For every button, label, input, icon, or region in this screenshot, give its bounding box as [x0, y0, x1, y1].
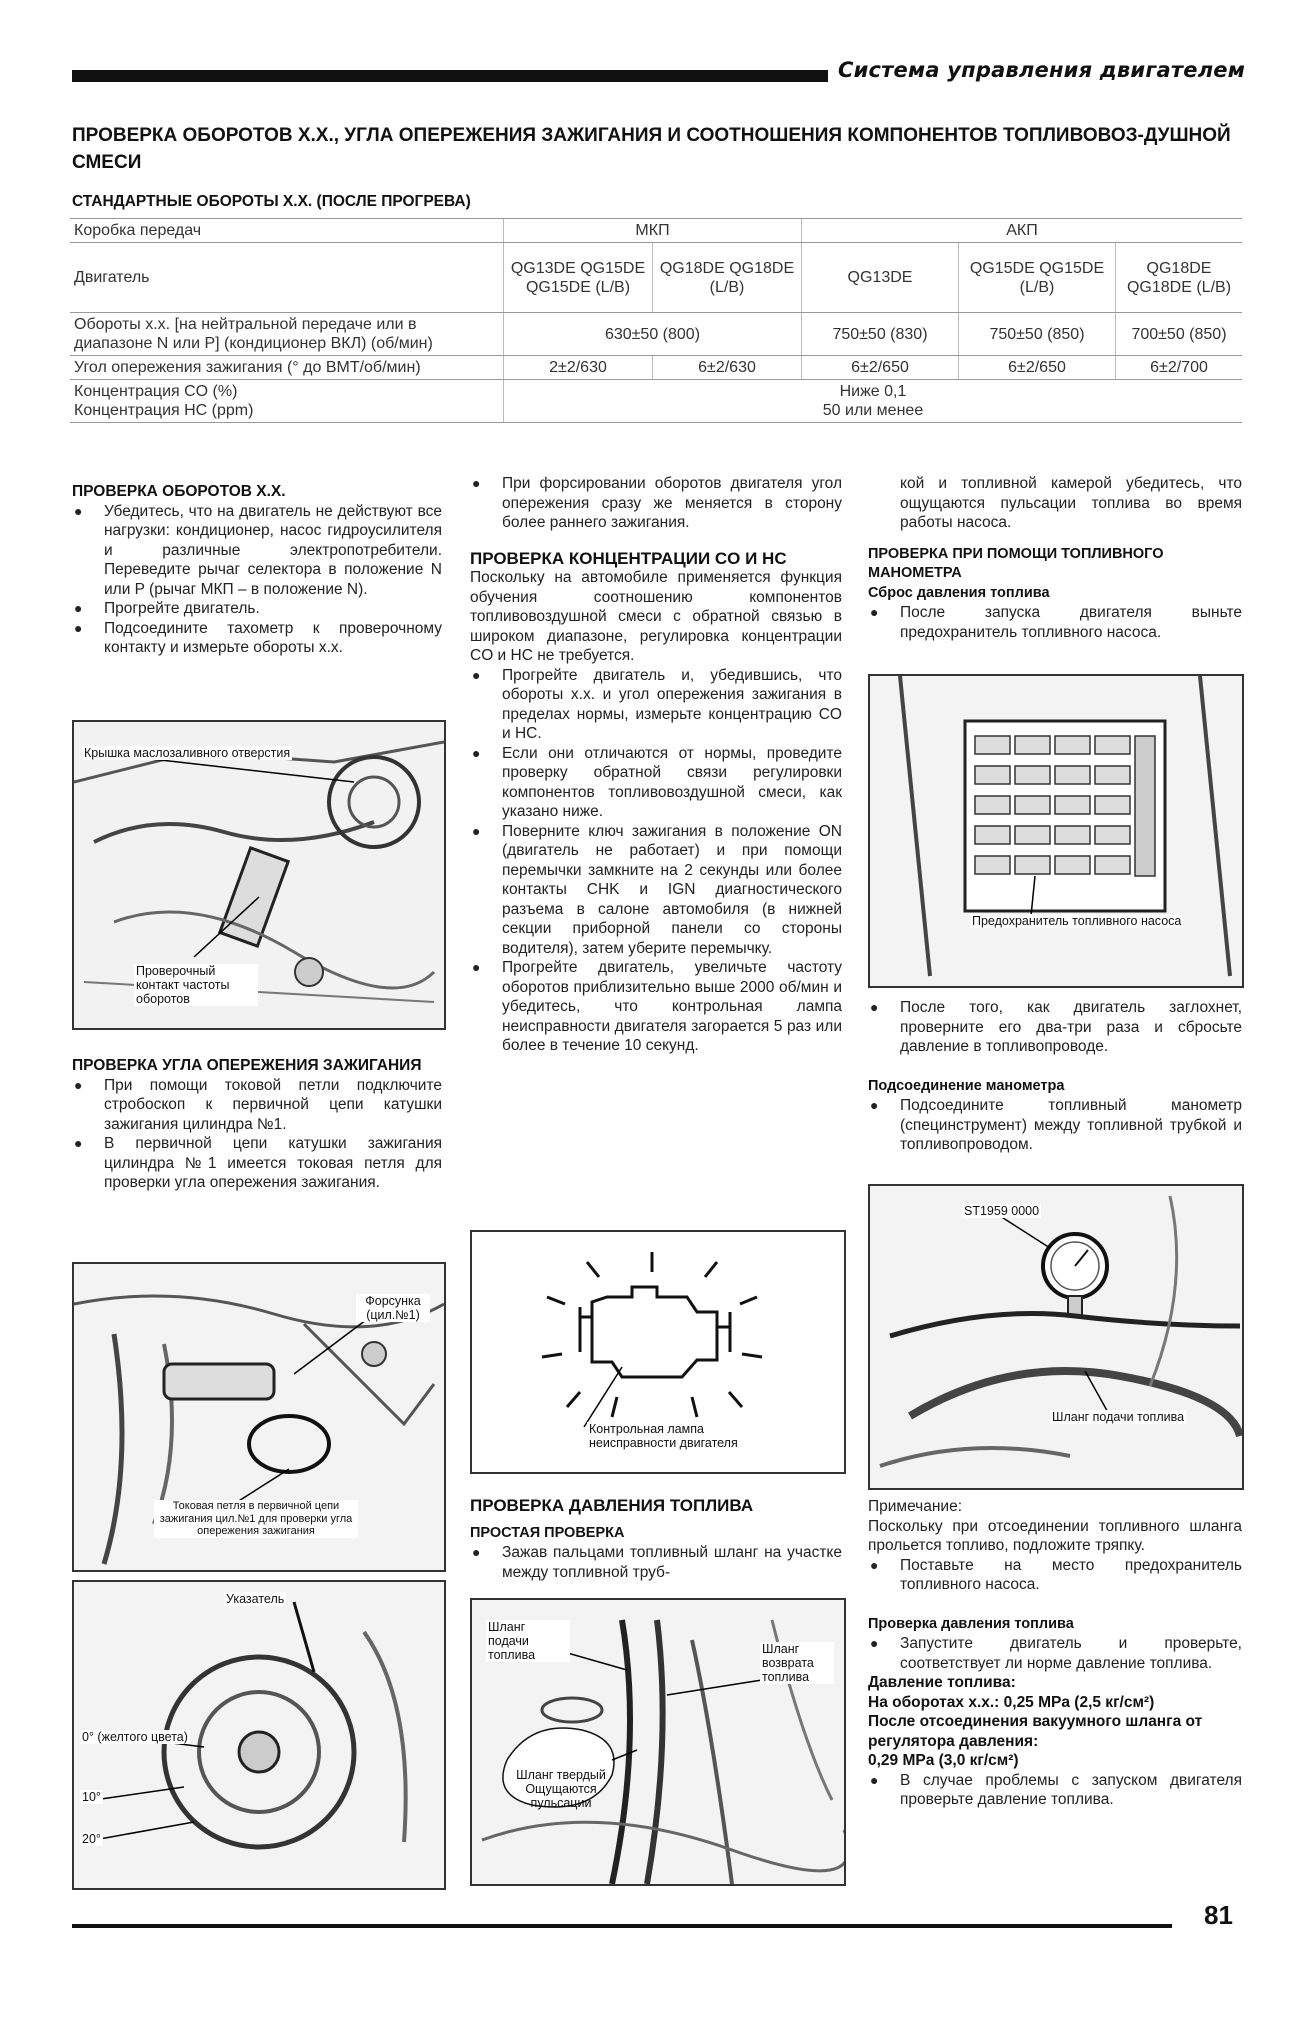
table-title: СТАНДАРТНЫЕ ОБОРОТЫ Х.Х. (ПОСЛЕ ПРОГРЕВА) [72, 193, 471, 210]
subheading-gauge: Подсоединение манометра [868, 1077, 1065, 1094]
list-item: ● Прогрейте двигатель и, убедившись, что обороты х.х. и угол опережения зажигания в пределах нормы, измерьте концентрацию CO и HC. [470, 666, 842, 744]
heading-fuel-pressure: ПРОВЕРКА ДАВЛЕНИЯ ТОПЛИВА [470, 1496, 754, 1515]
list-item: ● Подсоедините топливный манометр (специнструмент) между топливной трубкой и топливопроводом. [868, 1096, 1242, 1155]
column-3 [868, 474, 1242, 642]
mkp-header: МКП [504, 219, 802, 243]
column-1b [72, 1048, 442, 1193]
table-row [70, 356, 1242, 380]
ign-cell: 2±2/630 [504, 356, 653, 380]
figure-check-lamp [470, 1230, 846, 1474]
idle-akp: 750±50 (830) [802, 313, 959, 356]
list-item: ● При помощи токовой петли подключите стробоскоп к первичной цепи катушки зажигания цилиндра №1. [72, 1076, 442, 1135]
fuel-gauge-photo [870, 1186, 1242, 1488]
section-title: Система управления двигателем [838, 58, 1246, 82]
engine-cell: QG15DE QG15DE (L/B) [959, 243, 1116, 313]
ign-cell: 6±2/700 [1116, 356, 1243, 380]
list-item: ● Убедитесь, что на двигатель не действуют все нагрузки: кондиционер, насос гидроусилителя и различные электропотребители. Переведите рычаг селектора в положение N или P (рычаг МКП – в положение N). [72, 502, 442, 600]
engine-cell: QG18DE QG18DE (L/B) [1116, 243, 1243, 313]
co-value: Ниже 0,1 [839, 383, 907, 400]
fig-label: Шланг подачи топлива [1052, 1410, 1185, 1424]
column-1 [72, 474, 442, 658]
list-item: ● После запуска двигателя выньте предохранитель топливного насоса. [868, 603, 1242, 642]
engine-cell: QG13DE QG15DE QG15DE (L/B) [504, 243, 653, 313]
fig-label: 10° [82, 1790, 101, 1804]
paragraph: Поскольку на автомобиле применяется функция обучения соотношению компонентов топливовоздушной смеси с обратной связью в широком диапазоне, регулировка концентрации CO и HC не требуется. [470, 569, 842, 664]
list-item: ● Поверните ключ зажигания в положение ON (двигатель не работает) и при помощи перемычки замкните на 2 секунды или более контакты CHK и IGN диагностического разъема в салоне автомобиля (в нижней секции приборной панели со стороны водителя), затем уберите перемычку. [470, 822, 842, 959]
fig-label: Токовая петля в первичной цепи зажигания цил.№1 для проверки угла опережения зажигания [154, 1500, 358, 1538]
table-row [70, 243, 1242, 313]
idle-akp: 750±50 (850) [959, 313, 1116, 356]
idle-akp: 700±50 (850) [1116, 313, 1243, 356]
list-item: ● В случае проблемы с запуском двигателя проверьте давление топлива. [868, 1771, 1242, 1810]
heading-ignition: ПРОВЕРКА УГЛА ОПЕРЕЖЕНИЯ ЗАЖИГАНИЯ [72, 1057, 422, 1074]
spec-table [70, 218, 1242, 423]
page-title: ПРОВЕРКА ОБОРОТОВ Х.Х., УГЛА ОПЕРЕЖЕНИЯ ЗАЖИГАНИЯ И СООТНОШЕНИЯ КОМПОНЕНТОВ ТОПЛИВОВОЗ-ДУШНОЙ СМЕСИ [72, 125, 1231, 173]
figure-timing-marks [72, 1580, 446, 1890]
subheading-release: Сброс давления топлива [868, 584, 1050, 601]
heading-gauge-check: ПРОВЕРКА ПРИ ПОМОЩИ ТОПЛИВНОГО МАНОМЕТРА [868, 545, 1164, 581]
list-item: ● При форсировании оборотов двигателя угол опережения сразу же меняется в сторону более раннего зажигания. [470, 474, 842, 533]
fig-label: Шланг подачи топлива [486, 1620, 570, 1662]
footer-bar [72, 1924, 1172, 1928]
pressure-vacuum-value: 0,29 MPa (3,0 кг/см²) [868, 1752, 1019, 1769]
fig-label: Контрольная лампа неисправности двигателя [587, 1422, 761, 1450]
column-3c [868, 1497, 1242, 1810]
figure-fuel-hoses [470, 1598, 846, 1886]
idle-mkp: 630±50 (800) [504, 313, 802, 356]
page-number: 81 [1204, 1900, 1233, 1930]
hc-value: 50 или менее [822, 402, 924, 419]
list-item: ● Прогрейте двигатель. [72, 599, 442, 619]
idle-label: Обороты х.х. [на нейтральной передаче или в диапазоне N или P] (кондиционер ВКЛ) (об/мин) [70, 313, 504, 356]
list-item: ● Прогрейте двигатель, увеличьте частоту оборотов приблизительно выше 2000 об/мин и убедитесь, что контрольная лампа неисправности двигателя загорается 5 раз или более в течение 10 секунд. [470, 958, 842, 1056]
fig-label: Крышка маслозаливного отверстия [84, 746, 291, 760]
ign-cell: 6±2/650 [959, 356, 1116, 380]
heading-co-hc: ПРОВЕРКА КОНЦЕНТРАЦИИ CO И HC [470, 548, 787, 568]
table-row [70, 219, 1242, 243]
fig-label: Предохранитель топливного насоса [972, 914, 1182, 928]
ign-label: Угол опережения зажигания (° до ВМТ/об/мин) [70, 356, 504, 380]
fig-label: Проверочный контакт частоты оборотов [134, 964, 258, 1006]
table-row [70, 313, 1242, 356]
gear-label: Коробка передач [70, 219, 504, 243]
akp-header: АКП [802, 219, 1243, 243]
heading-idle: ПРОВЕРКА ОБОРОТОВ Х.Х. [72, 483, 286, 500]
list-item: ● После того, как двигатель заглохнет, проверните его два-три раза и сбросьте давление в топливопроводе. [868, 998, 1242, 1057]
list-item: ● Если они отличаются от нормы, проведите проверку обратной связи регулировки компонентов топливовоздушной смеси, как указано ниже. [470, 744, 842, 822]
figure-oil-cap [72, 720, 446, 1030]
figure-fuel-gauge [868, 1184, 1244, 1490]
engine-cell: QG13DE [802, 243, 959, 313]
note-label: Примечание: [868, 1498, 963, 1515]
fig-label: ST1959 0000 [964, 1204, 1040, 1218]
column-3b [868, 998, 1242, 1155]
pressure-label: Давление топлива: [868, 1674, 1016, 1691]
co-hc-labels [70, 380, 504, 423]
heading-simple-check: ПРОСТАЯ ПРОВЕРКА [470, 1524, 625, 1541]
fig-label: 0° (желтого цвета) [82, 1730, 188, 1744]
ign-cell: 6±2/630 [653, 356, 802, 380]
engine-cell: QG18DE QG18DE (L/B) [653, 243, 802, 313]
fig-label: Шланг возврата топлива [760, 1642, 834, 1684]
table-row [70, 380, 1242, 423]
fig-label: Шланг твердый Ощущаются пульсации [516, 1768, 606, 1810]
ign-cell: 6±2/650 [802, 356, 959, 380]
list-item: ● Запустите двигатель и проверьте, соответствует ли норме давление топлива. [868, 1634, 1242, 1673]
fig-label: 20° [82, 1832, 101, 1846]
column-2b [470, 1488, 842, 1582]
fig-label: Указатель [226, 1592, 285, 1606]
engine-label: Двигатель [70, 243, 504, 313]
list-item: ● Поставьте на место предохранитель топливного насоса. [868, 1556, 1242, 1595]
pressure-vacuum-label: После отсоединения вакуумного шланга от регулятора давления: [868, 1713, 1203, 1750]
fig-label: Форсунка (цил.№1) [356, 1294, 430, 1322]
engine-photo-1 [74, 722, 444, 1028]
list-item: ● Зажав пальцами топливный шланг на участке между топливной труб- [470, 1543, 842, 1582]
note-text: Поскольку при отсоединении топливного шланга прольется топливо, подложите тряпку. [868, 1517, 1242, 1554]
list-item: ● Подсоедините тахометр к проверочному контакту и измерьте обороты х.х. [72, 619, 442, 658]
fuse-box-photo [870, 676, 1242, 986]
subheading-pressure: Проверка давления топлива [868, 1615, 1074, 1632]
co-label: Концентрация CO (%) [74, 383, 238, 400]
pressure-idle: На оборотах х.х.: 0,25 MPa (2,5 кг/см²) [868, 1693, 1155, 1711]
hc-label: Концентрация HC (ppm) [74, 402, 254, 419]
paragraph: кой и топливной камерой убедитесь, что ощущаются пульсации топлива во время работы насоса. [900, 475, 1242, 531]
figure-fuse-box [868, 674, 1244, 988]
header-bar [72, 70, 828, 82]
figure-injector [72, 1262, 446, 1572]
list-item: ● В первичной цепи катушки зажигания цилиндра №1 имеется токовая петля для проверки угла опережения зажигания. [72, 1134, 442, 1193]
co-hc-values [504, 380, 1243, 423]
column-2 [470, 474, 842, 1056]
